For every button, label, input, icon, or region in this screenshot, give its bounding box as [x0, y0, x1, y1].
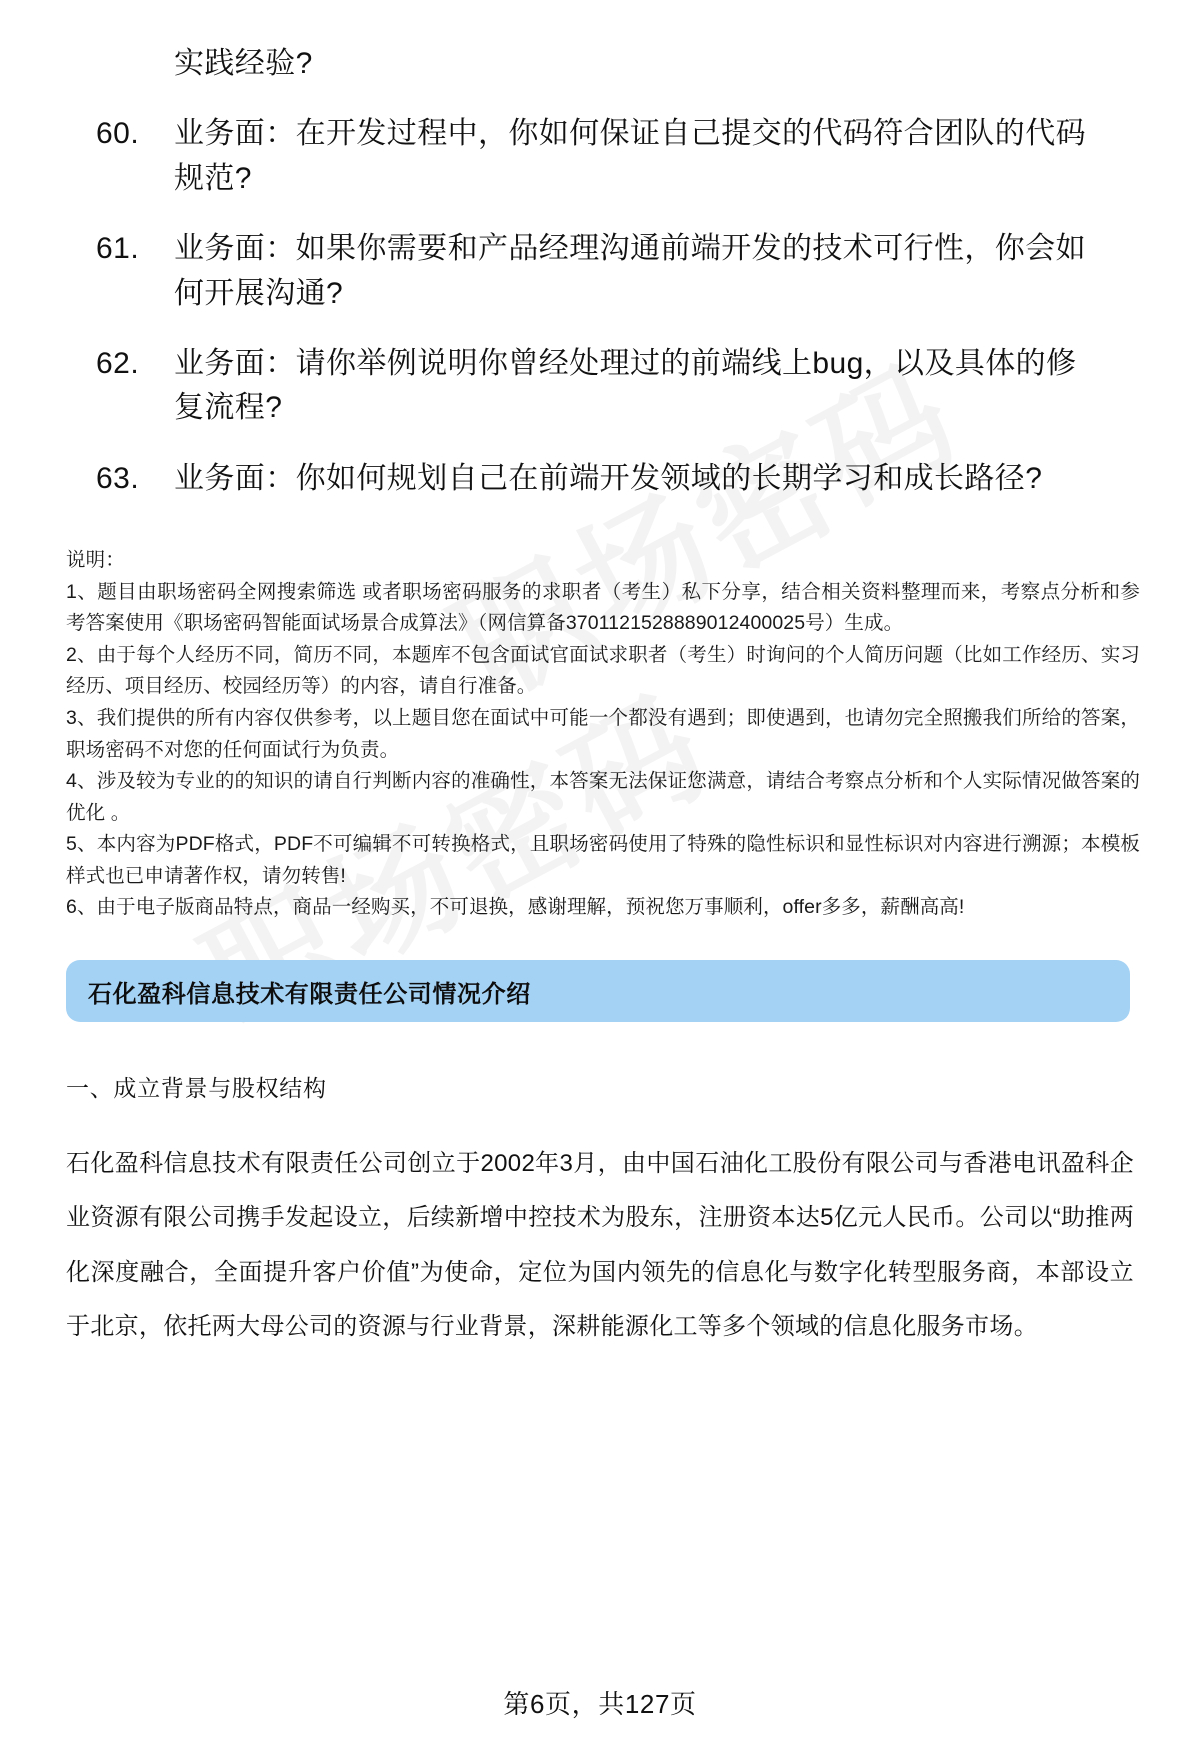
question-text: 业务面：你如何规划自己在前端开发领域的长期学习和成长路径? [174, 461, 1043, 495]
note-line-1: 1、题目由职场密码全网搜索筛选 或者职场密码服务的求职者（考生）私下分享，结合相关资料整理而来，考察点分析和参考答案使用《职场密码智能面试场景合成算法》（网信算备3701121528889012400025号）生成。 [66, 580, 1140, 635]
question-item [96, 227, 1104, 316]
section-banner-wrap [0, 960, 1200, 1022]
question-continued-text: 实践经验? [174, 47, 313, 80]
notes-block [0, 545, 1200, 924]
company-section [0, 1070, 1200, 1354]
section-banner [66, 960, 1130, 1022]
question-number: 61. [96, 232, 140, 266]
note-line-4: 4、涉及较为专业的的知识的请自行判断内容的准确性，本答案无法保证您满意，请结合考察点分析和个人实际情况做答案的优化 。 [66, 770, 1140, 824]
note-line-6: 6、由于电子版商品特点，商品一经购买，不可退换，感谢理解，预祝您万事顺利，offer多多，薪酬高高! [66, 896, 965, 919]
question-text: 业务面：如果你需要和产品经理沟通前端开发的技术可行性，你会如何开展沟通? [174, 232, 1086, 310]
notes-title: 说明： [66, 549, 125, 572]
company-paragraph: 石化盈科信息技术有限责任公司创立于2002年3月，由中国石油化工股份有限公司与香港电讯盈科企业资源有限公司携手发起设立，后续新增中控技术为股东，注册资本达5亿元人民币。公司以“助推两化深度融合，全面提升客户价值”为使命，定位为国内领先的信息化与数字化转型服务商，本部设立于北京，依托两大母公司的资源与行业背景，深耕能源化工等多个领域的信息化服务市场。 [66, 1150, 1134, 1340]
question-item [96, 457, 1104, 501]
question-list [0, 0, 1200, 501]
note-line-5: 5、本内容为PDF格式，PDF不可编辑不可转换格式，且职场密码使用了特殊的隐性标识和显性标识对内容进行溯源；本模板样式也已申请著作权，请勿转售! [66, 833, 1140, 887]
note-line-2: 2、由于每个人经历不同，简历不同，本题库不包含面试官面试求职者（考生）时询问的个人简历问题（比如工作经历、实习经历、项目经历、校园经历等）的内容，请自行准备。 [66, 643, 1140, 698]
section-banner-title: 石化盈科信息技术有限责任公司情况介绍 [88, 980, 531, 1008]
question-number: 60. [96, 117, 140, 151]
question-number: 62. [96, 346, 140, 380]
note-line-3: 3、我们提供的所有内容仅供参考，以上题目您在面试中可能一个都没有遇到；即使遇到，也请勿完全照搬我们所给的答案，职场密码不对您的任何面试行为负责。 [66, 707, 1140, 761]
question-text: 业务面：在开发过程中，你如何保证自己提交的代码符合团队的代码规范? [174, 117, 1086, 195]
question-text: 业务面：请你举例说明你曾经处理过的前端线上bug，以及具体的修复流程? [174, 346, 1077, 425]
question-item [96, 342, 1104, 431]
question-item [96, 112, 1104, 201]
company-sub-heading: 一、成立背景与股权结构 [66, 1075, 327, 1102]
question-number: 63. [96, 461, 140, 495]
page-footer: 第6页，共127页 [503, 1689, 697, 1719]
